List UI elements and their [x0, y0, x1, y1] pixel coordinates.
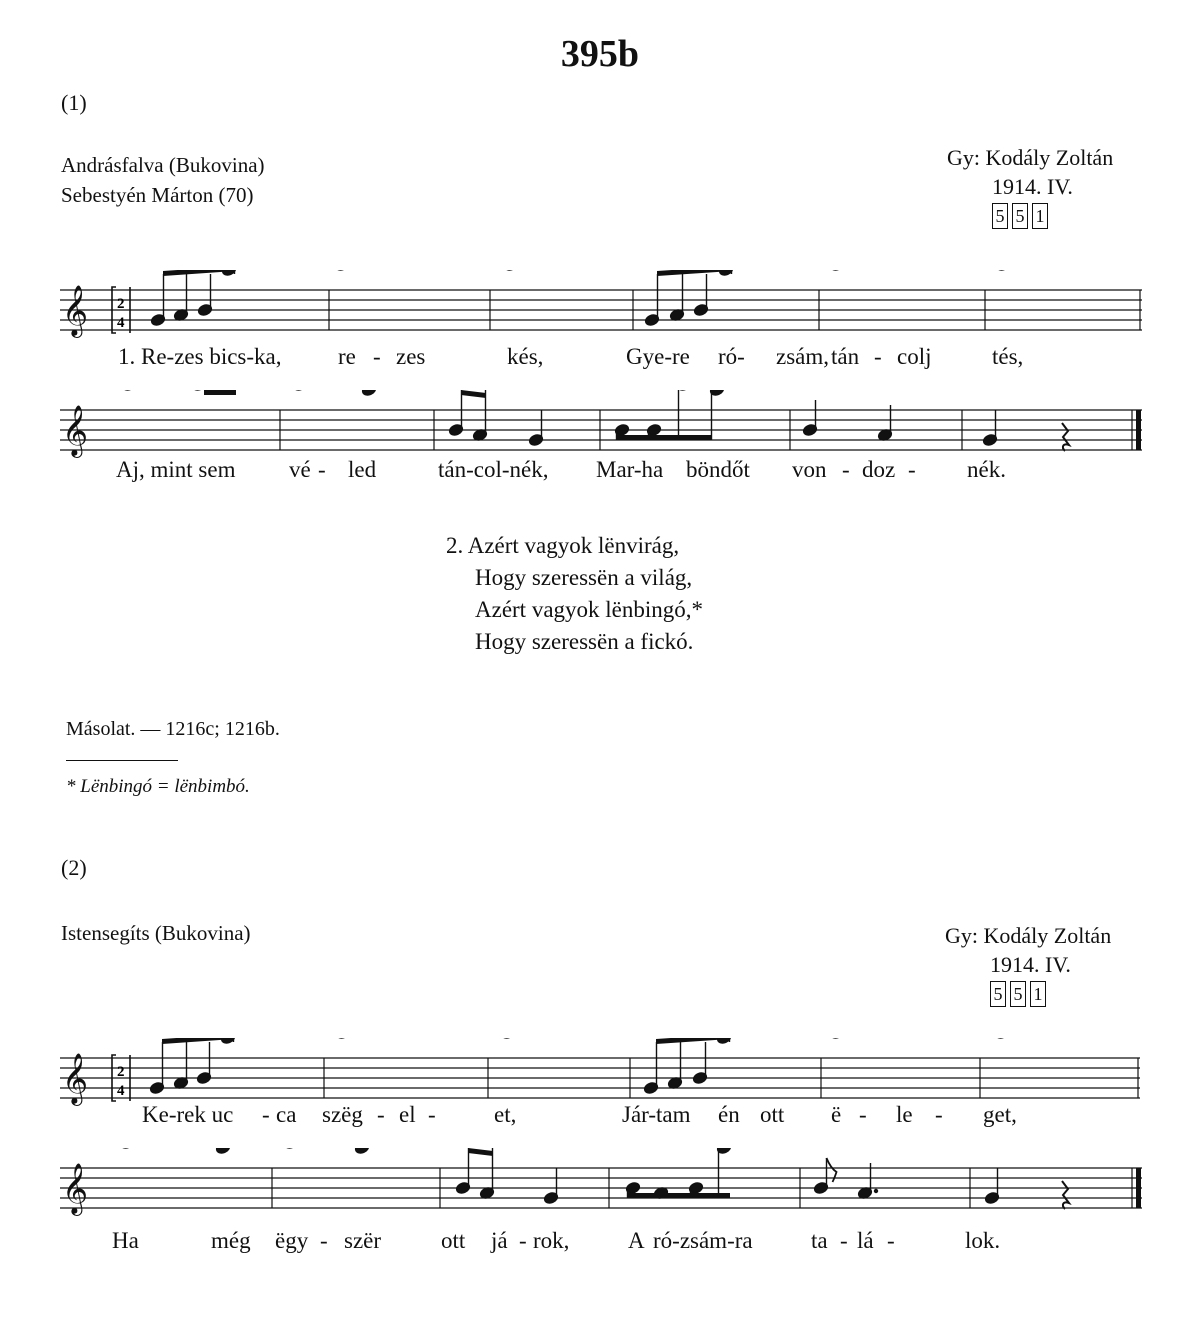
- lyric-syllable: et,: [494, 1102, 517, 1127]
- song-2-collector-block: [945, 921, 1111, 1007]
- lyric-syllable: rok,: [533, 1228, 570, 1253]
- time-signature-bottom: 4: [117, 1083, 125, 1099]
- treble-clef-icon: 𝄞: [62, 405, 89, 456]
- note-head: [215, 1148, 230, 1155]
- song-2-place: Istensegíts (Bukovina): [61, 921, 251, 945]
- lyric-syllable: Aj, mint sem: [116, 457, 236, 482]
- song-1-source: [61, 150, 265, 210]
- song-1-code-3: 1: [1032, 203, 1048, 229]
- note-head: [829, 1038, 844, 1040]
- song-2-code-3: 1: [1030, 981, 1046, 1007]
- lyric-syllable: von: [792, 457, 827, 482]
- lyric-syllable: Gye-re: [626, 344, 690, 369]
- song-2-staff-2: [60, 1148, 1150, 1228]
- lyric-syllable: lok.: [965, 1228, 1001, 1253]
- note-head: [283, 1148, 298, 1150]
- footnote-divider: [66, 760, 178, 761]
- lyric-syllable: Jár-tam: [622, 1102, 691, 1127]
- lyric-syllable: tán-col-nék,: [438, 457, 549, 482]
- lyric-syllable: zes: [396, 344, 426, 369]
- song-1-verse-2: [446, 530, 703, 658]
- beam: [627, 1193, 730, 1198]
- half-note: [995, 270, 1010, 272]
- lyric-syllable: kés,: [507, 344, 544, 369]
- lyric-syllable: zsám,: [776, 344, 830, 369]
- note-head: [354, 1148, 369, 1155]
- beam: [204, 390, 236, 395]
- dot: [874, 1189, 878, 1193]
- time-signature-bottom: 4: [117, 315, 125, 331]
- time-signature-top: 2: [117, 1064, 125, 1080]
- lyric-syllable: Ha: [112, 1228, 139, 1253]
- song-2-collector: Gy: Kodály Zoltán: [945, 923, 1112, 948]
- lyric-syllable: -: [874, 344, 882, 369]
- note-head: [292, 390, 307, 392]
- lyric-syllable: led: [348, 457, 377, 482]
- lyric-syllable: szër: [344, 1228, 382, 1253]
- song-1-collector-block: [947, 143, 1113, 229]
- lyric-syllable: ró-: [718, 344, 745, 369]
- lyric-syllable: ë: [831, 1102, 842, 1127]
- lyric-syllable: ró-zsám-ra: [653, 1228, 753, 1253]
- verse-line: Hogy szeressën a világ,: [475, 565, 693, 590]
- page-title: 395b: [560, 33, 640, 75]
- lyric-syllable: ca: [276, 1102, 297, 1127]
- lyric-syllable: vé: [289, 457, 311, 482]
- lyric-syllable: A: [628, 1228, 645, 1253]
- lyric-syllable: -: [859, 1102, 867, 1127]
- lyric-syllable: böndőt: [686, 457, 750, 482]
- lyric-syllable: lá: [857, 1228, 874, 1253]
- song-1-date: 1914. IV.: [992, 174, 1073, 199]
- song-1-singer: Sebestyén Márton (70): [61, 183, 254, 207]
- song-2-source: [61, 918, 251, 948]
- half-note: [503, 270, 518, 272]
- lyric-syllable: já: [491, 1228, 508, 1253]
- lyric-syllable: -: [320, 1228, 328, 1253]
- lyric-syllable: -: [519, 1228, 527, 1253]
- lyric-syllable: le: [896, 1102, 913, 1127]
- verse-line: Azért vagyok lënbingó,*: [475, 597, 704, 622]
- lyric-syllable: ott: [760, 1102, 785, 1127]
- final-barline-thick: [1136, 410, 1141, 450]
- treble-clef-icon: 𝄞: [62, 1163, 89, 1214]
- note-head: [829, 270, 844, 272]
- lyric-syllable: el: [399, 1102, 416, 1127]
- lyric-syllable: get,: [983, 1102, 1017, 1127]
- song-1-place: Andrásfalva (Bukovina): [61, 153, 265, 177]
- lyric-syllable: ta: [811, 1228, 828, 1253]
- note-head: [361, 390, 376, 397]
- note-head: [119, 1148, 134, 1150]
- footnote: * Lënbingó = lënbimbó.: [66, 776, 250, 797]
- song-1-number: (1): [61, 90, 87, 115]
- lyric-syllable: tés,: [992, 344, 1024, 369]
- lyric-syllable: Ke-rek uc: [142, 1102, 234, 1127]
- lyric-syllable: doz: [862, 457, 896, 482]
- lyric-syllable: -: [377, 1102, 385, 1127]
- lyric-syllable: -: [887, 1228, 895, 1253]
- beam: [616, 435, 712, 440]
- lyric-syllable: 1. Re-zes bics-ka,: [118, 344, 282, 369]
- lyric-syllable: tán: [831, 344, 860, 369]
- lyric-syllable: -: [935, 1102, 943, 1127]
- note-head: [334, 270, 349, 272]
- lyric-syllable: colj: [897, 344, 932, 369]
- lyric-syllable: még: [211, 1228, 251, 1253]
- lyric-syllable: re: [338, 344, 356, 369]
- song-2-number: (2): [61, 855, 87, 880]
- lyric-syllable: -: [262, 1102, 270, 1127]
- lyric-syllable: én: [718, 1102, 740, 1127]
- final-barline-thick: [1136, 1168, 1141, 1208]
- beam: [468, 1148, 493, 1156]
- song-1-collector: Gy: Kodály Zoltán: [947, 145, 1114, 170]
- lyric-syllable: nék.: [967, 457, 1006, 482]
- beam: [461, 390, 486, 398]
- lyric-syllable: ëgy: [275, 1228, 309, 1253]
- quarter-rest-icon: [1062, 423, 1069, 451]
- lyric-syllable: -: [318, 457, 326, 482]
- lyric-syllable: -: [842, 457, 850, 482]
- half-note: [994, 1038, 1009, 1040]
- song-2-code-2: 5: [1010, 981, 1026, 1007]
- verse-line: 2. Azért vagyok lënvirág,: [446, 533, 680, 558]
- lyric-syllable: szëg: [322, 1102, 363, 1127]
- treble-clef-icon: 𝄞: [62, 1053, 89, 1104]
- song-1-code-1: 5: [992, 203, 1008, 229]
- lyric-syllable: -: [840, 1228, 848, 1253]
- note-head: [335, 1038, 350, 1040]
- lyric-syllable: ott: [441, 1228, 466, 1253]
- song-1-code-2: 5: [1012, 203, 1028, 229]
- lyric-syllable: -: [373, 344, 381, 369]
- quarter-rest-icon: [1062, 1181, 1069, 1209]
- song-1-staff-1: [60, 270, 1150, 350]
- note-head: [121, 390, 136, 392]
- time-signature-top: 2: [117, 296, 125, 312]
- song-2-date: 1914. IV.: [990, 952, 1071, 977]
- treble-clef-icon: 𝄞: [62, 285, 89, 336]
- lyric-syllable: -: [428, 1102, 436, 1127]
- lyric-syllable: -: [908, 457, 916, 482]
- lyric-syllable: Mar-ha: [596, 457, 664, 482]
- copy-note: Másolat. — 1216c; 1216b.: [66, 718, 280, 740]
- song-2-code-1: 5: [990, 981, 1006, 1007]
- song-1-codes: [992, 203, 1113, 229]
- half-note: [500, 1038, 515, 1040]
- verse-line: Hogy szeressën a fickó.: [475, 629, 694, 654]
- song-2-codes: [990, 981, 1111, 1007]
